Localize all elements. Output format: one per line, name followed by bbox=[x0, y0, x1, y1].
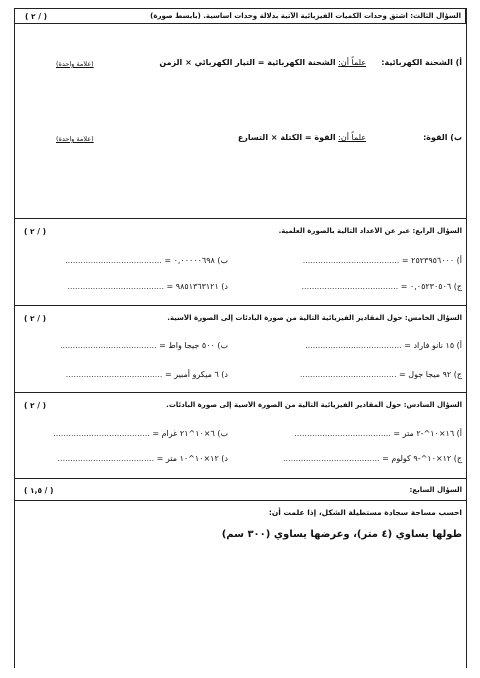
q6-item-b: ب) ٦×١٠^٢١ غرام = ...................................... bbox=[53, 429, 228, 438]
q5-row-1 bbox=[14, 341, 466, 355]
q3-b-mark: (علامة واحدة) bbox=[56, 135, 94, 143]
q3-b-hint bbox=[238, 133, 366, 142]
q7-line-2: طولها يساوي (٤ متر)، وعرضها يساوي (٣٠٠ سم) bbox=[221, 529, 462, 540]
q7-mark: ( ١,٥ / ) bbox=[24, 485, 54, 495]
q3-header bbox=[14, 8, 466, 24]
q3-a-row bbox=[14, 58, 466, 72]
q7-header bbox=[14, 482, 466, 498]
q4-title: السؤال الرابع: عبر عن الأعداد التالية بالصورة العلمية. bbox=[278, 227, 462, 235]
q7-line-1: احسب مساحة سجادة مستطيلة الشكل، إذا علمت أن: bbox=[268, 508, 462, 517]
q5-mark: ( ٢ / ) bbox=[24, 313, 47, 323]
divider bbox=[14, 392, 466, 393]
divider bbox=[14, 218, 466, 219]
divider bbox=[14, 478, 466, 479]
q5-title: السؤال الخامس: حول المقادير الفيزيائية التالية من صورة البادئات إلى الصورة الأسية. bbox=[167, 314, 462, 322]
q5-item-a: أ) ١٥ نانو فاراد = ...................................... bbox=[305, 341, 462, 350]
q4-item-c: ج) ٠,٠٥٢٣٠٥٠٦ = ...................................... bbox=[301, 282, 462, 291]
q4-mark: ( ٢ / ) bbox=[24, 226, 47, 236]
q6-item-a: أ) ١٦×١٠^-٢ متر = ...................................... bbox=[294, 429, 462, 438]
q3-mark: ( ٢ / ) bbox=[25, 11, 48, 21]
q5-header bbox=[14, 310, 466, 326]
q3-a-label: أ) الشحنة الكهربائية: bbox=[381, 58, 462, 67]
q5-item-c: ج) ٩٢ ميجا جول = ...................................... bbox=[299, 370, 462, 379]
q4-item-b: ب) ٠,٠٠٠٠٠٦٩٨ = ...................................... bbox=[65, 256, 228, 265]
q4-row-1 bbox=[14, 256, 466, 270]
q5-item-b: ب) ٥٠٠ جيجا واط = ...................................... bbox=[59, 341, 228, 350]
q6-title: السؤال السادس: حول المقادير الفيزيائية التالية من الصورة الأسية إلى صورة البادئات. bbox=[166, 401, 462, 409]
q3-a-hint-prefix: علماً أن: bbox=[338, 58, 366, 67]
q6-row-1 bbox=[14, 429, 466, 443]
q3-b-hint-text: القوة = الكتلة × التسارع bbox=[237, 133, 336, 142]
page-right-border bbox=[466, 8, 467, 668]
q3-b-row bbox=[14, 133, 466, 147]
q3-b-hint-prefix: علماً أن: bbox=[338, 133, 366, 142]
divider bbox=[14, 305, 466, 306]
exam-page bbox=[14, 8, 466, 668]
q6-item-d: د) ١٢×١٠^١٠ متر = ...................................... bbox=[57, 454, 228, 463]
q3-b-label: ب) القوة: bbox=[423, 133, 462, 142]
q3-a-hint-text: الشحنة الكهربائية = التيار الكهربائي × الزمن bbox=[159, 58, 336, 67]
q4-item-a: أ) ٢٥٢٣٩٥٦٠٠٠ = ...................................... bbox=[302, 256, 462, 265]
q3-title: السؤال الثالث: اشتق وحدات الكميات الفيزيائية الآتية بدلالة وحدات أساسية. (بأبسط صورة) bbox=[150, 12, 461, 20]
q4-header bbox=[14, 223, 466, 239]
divider bbox=[14, 500, 466, 501]
q3-a-hint bbox=[159, 58, 366, 67]
q5-item-d: د) ٦ ميكرو أمبير = ...................................... bbox=[65, 370, 228, 379]
q6-row-2 bbox=[14, 454, 466, 468]
q6-item-c: ج) ١٢×١٠^-٩ كولوم = ...................................... bbox=[282, 454, 462, 463]
q4-row-2 bbox=[14, 282, 466, 296]
q3-a-mark: (علامة واحدة) bbox=[56, 60, 94, 68]
q7-title: السؤال السابع: bbox=[409, 486, 462, 494]
q5-row-2 bbox=[14, 370, 466, 384]
q4-item-d: د) ٩٨٥١٣٦٣١٢١ = ...................................... bbox=[67, 282, 228, 291]
q6-header bbox=[14, 397, 466, 413]
q6-mark: ( ٢ / ) bbox=[24, 400, 47, 410]
